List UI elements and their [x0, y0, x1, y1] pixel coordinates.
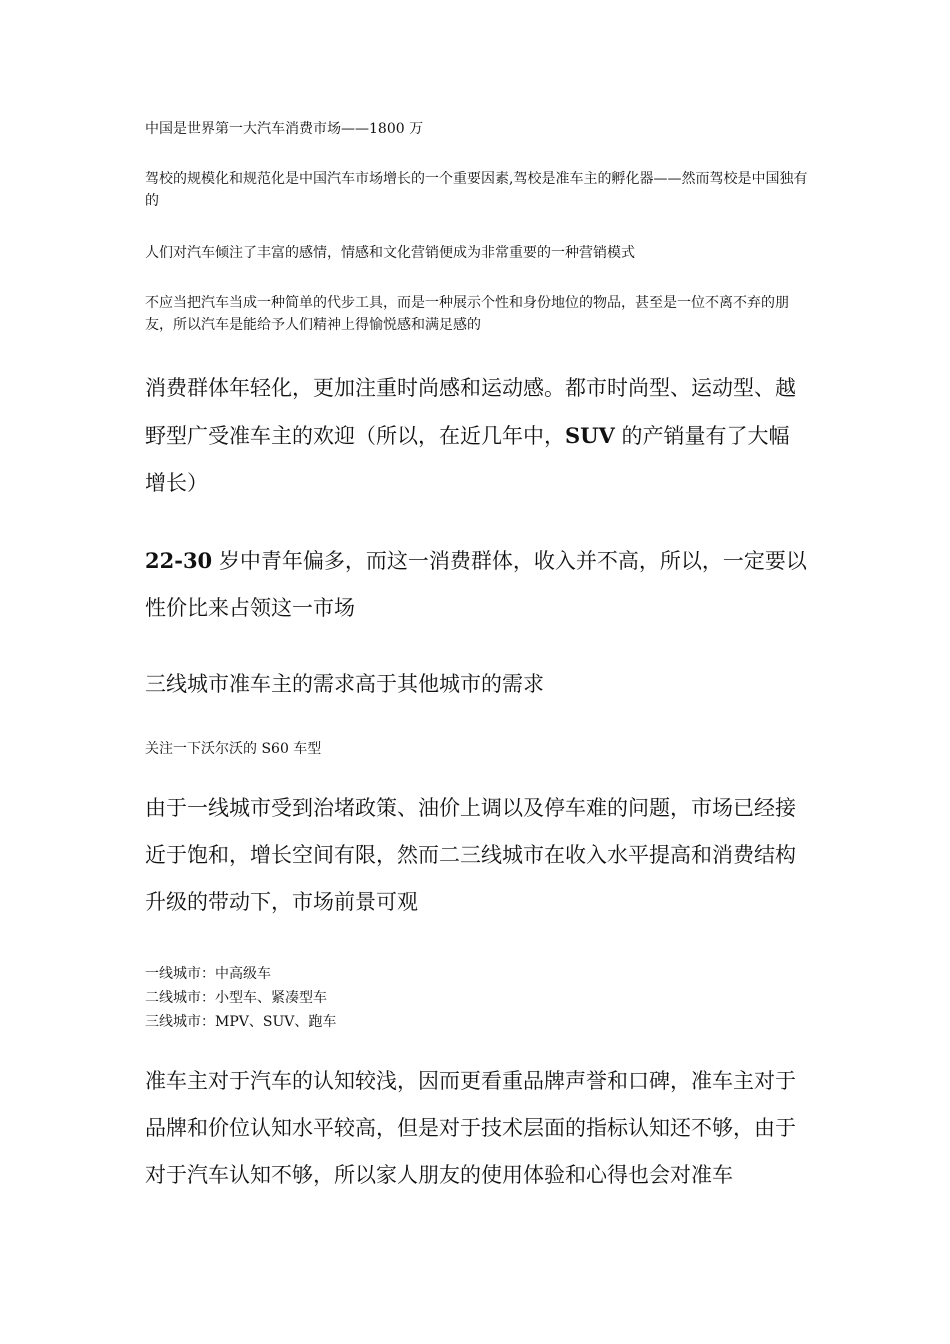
- paragraph-car-as-friend: 不应当把汽车当成一种简单的代步工具，而是一种展示个性和身份地位的物品，甚至是一位不离不弃的朋友，所以汽车是能给予人们精神上得愉悦感和满足感的: [145, 295, 789, 333]
- paragraph-emotional-marketing: 人们对汽车倾注了丰富的感情，情感和文化营销便成为非常重要的一种营销模式: [145, 245, 635, 261]
- paragraph-age-group: [145, 537, 810, 632]
- bold-age-range: 22-30: [145, 548, 213, 573]
- bold-suv: SUV: [565, 423, 615, 448]
- text-segment: 消费群体年轻化，更加注重时尚感和运动感。都市时尚型、运动型、越野型广受准车主的欢迎（所以，在近几年中，: [145, 376, 796, 448]
- paragraph-volvo-s60: 关注一下沃尔沃的 S60 车型: [145, 741, 322, 757]
- paragraph-driving-school: 驾校的规模化和规范化是中国汽车市场增长的一个重要因素,驾校是准车主的孵化器——然而驾校是中国独有的: [145, 171, 808, 209]
- paragraph-city-market: 由于一线城市受到治堵政策、油价上调以及停车难的问题，市场已经接近于饱和，增长空间有限，然而二三线城市在收入水平提高和消费结构升级的带动下，市场前景可观: [145, 796, 796, 914]
- list-item: 二线城市：小型车、紧凑型车: [145, 990, 327, 1006]
- list-item: 一线城市：中高级车: [145, 966, 271, 982]
- paragraph-brand-awareness: 准车主对于汽车的认知较浅，因而更看重品牌声誉和口碑，准车主对于品牌和价位认知水平较高，但是对于技术层面的指标认知还不够，由于对于汽车认知不够，所以家人朋友的使用体验和心得也会对准车: [145, 1069, 796, 1187]
- list-item: 三线城市：MPV、SUV、跑车: [145, 1014, 337, 1030]
- text-segment: 岁中青年偏多，而这一消费群体，收入并不高，所以，一定要以性价比来占领这一市场: [145, 549, 807, 620]
- paragraph-third-tier-demand: 三线城市准车主的需求高于其他城市的需求: [145, 672, 544, 696]
- paragraph-market-size: 中国是世界第一大汽车消费市场——1800 万: [145, 121, 424, 137]
- city-tier-list: [145, 962, 810, 1034]
- paragraph-younger-consumers: [145, 365, 810, 507]
- text-segment: 的产销量有了大幅增长）: [145, 424, 790, 495]
